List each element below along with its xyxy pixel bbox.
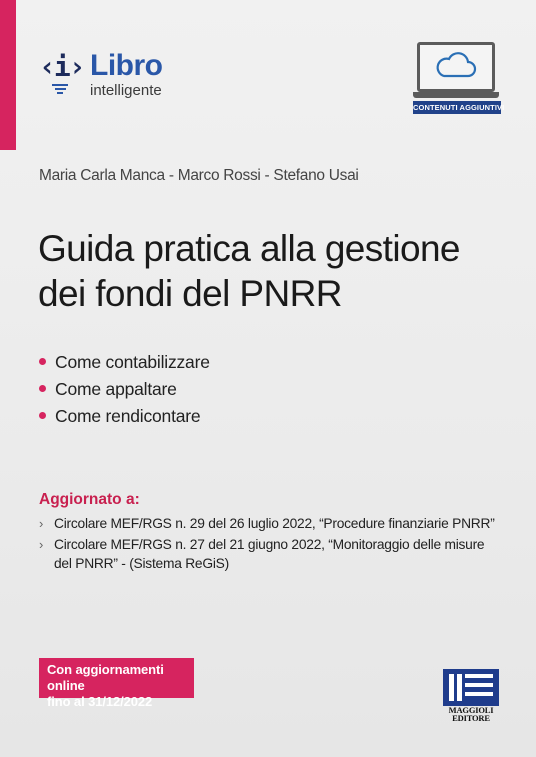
topic-item — [39, 349, 210, 376]
update-item — [39, 514, 499, 533]
updated-heading: Aggiornato a: — [39, 491, 140, 508]
updates-list — [39, 514, 499, 575]
bullet-dot-icon — [39, 412, 46, 419]
bullet-dot-icon — [39, 385, 46, 392]
update-text: Circolare MEF/RGS n. 27 del 21 giugno 2022, “Monitoraggio delle misure del PNRR” - (Sistema ReGiS) — [54, 537, 485, 571]
title-line: dei fondi del PNRR — [38, 273, 342, 314]
laptop-cloud-icon — [417, 42, 495, 92]
update-item — [39, 535, 499, 573]
libro-intelligente-logo — [39, 50, 169, 106]
topic-label: Come contabilizzare — [55, 352, 210, 372]
topic-label: Come rendicontare — [55, 406, 201, 426]
logo-brand: Libro — [90, 49, 163, 82]
maggioli-mark-icon — [443, 669, 499, 706]
online-line: fino al 31/12/2022 — [47, 694, 153, 709]
topic-label: Come appaltare — [55, 379, 177, 399]
topic-item — [39, 376, 210, 403]
online-line: Con aggiornamenti online — [47, 662, 164, 693]
online-updates-box — [39, 658, 194, 709]
book-title — [38, 226, 508, 316]
chevron-right-icon: › — [39, 516, 44, 531]
chevron-right-icon: › — [39, 537, 44, 552]
logo-tagline: intelligente — [90, 82, 162, 99]
topic-list — [39, 349, 210, 430]
authors: Maria Carla Manca - Marco Rossi - Stefano Usai — [39, 167, 359, 184]
bullet-dot-icon — [39, 358, 46, 365]
publisher-name-line: EDITORE — [452, 713, 490, 723]
accent-stripe — [0, 0, 16, 150]
extra-content-badge — [413, 42, 505, 114]
title-line: Guida pratica alla gestione — [38, 228, 460, 269]
laptop-base — [413, 92, 499, 98]
logo-lines-icon — [51, 84, 69, 96]
publisher-name-line: MAGGIOLI — [448, 705, 494, 715]
extra-content-label: CONTENUTI AGGIUNTIVI — [413, 103, 505, 112]
publisher-name — [441, 706, 501, 722]
logo-bracket: ‹i› — [39, 50, 84, 83]
publisher-logo — [443, 669, 499, 723]
update-text: Circolare MEF/RGS n. 29 del 26 luglio 2022, “Procedure finanziarie PNRR” — [54, 516, 495, 531]
topic-item — [39, 403, 210, 430]
